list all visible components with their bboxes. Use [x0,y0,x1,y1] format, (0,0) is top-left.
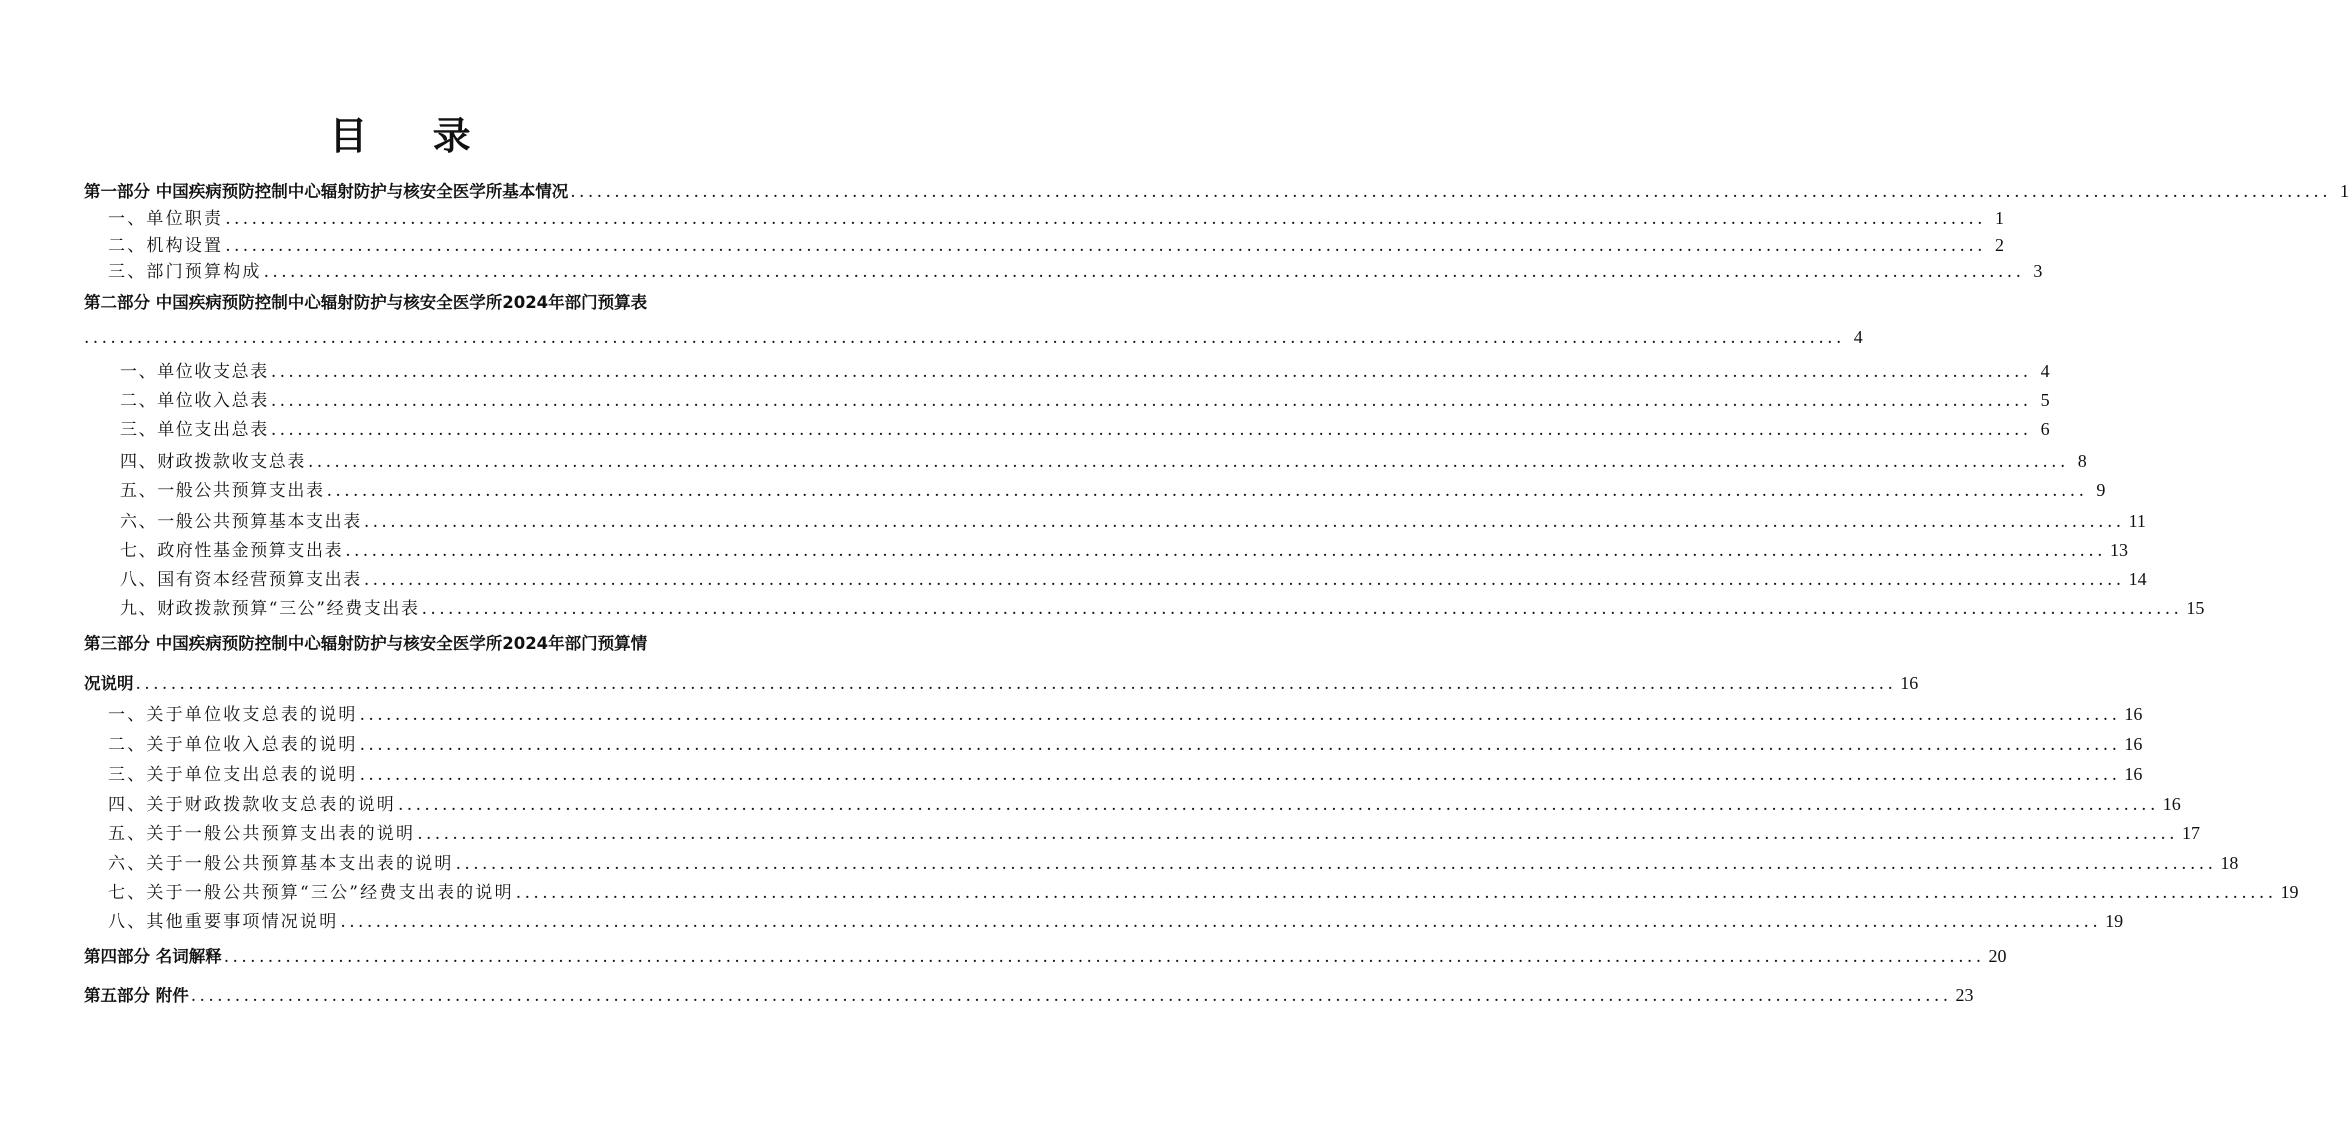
toc-entry[interactable] [120,450,2087,473]
toc-entry[interactable] [108,234,2004,257]
dot-leader: ........................................................................................................................................................................................................ [223,947,1985,967]
dot-leader: ........................................................................................................................................................................................................ [345,541,2106,561]
toc-entry-label: 七、关于一般公共预算“三公”经费支出表的说明 [108,883,514,903]
toc-entry-part-3-heading[interactable]: 第三部分 中国疾病预防控制中心辐射防护与核安全医学所2024年部门预算情 [84,634,648,653]
toc-page-number: 23 [1955,985,1974,1005]
dot-leader: ........................................................................................................................................................................................................ [359,765,2121,785]
toc-page-number: 17 [2181,823,2200,843]
dot-leader: ........................................................................................................................................................................................................ [326,481,2088,501]
toc-entry-part-4[interactable] [84,945,2007,968]
toc-entry-label: 八、国有资本经营预算支出表 [120,570,362,590]
toc-entry-label: 二、关于单位收入总表的说明 [108,735,358,755]
dot-leader: ........................................................................................................................................................................................................ [421,599,2183,619]
dot-leader: ........................................................................................................................................................................................................ [417,824,2178,844]
dot-leader: ........................................................................................................................................................................................................ [135,674,1897,694]
toc-entry[interactable] [120,510,2146,533]
dot-leader: ........................................................................................................................................................................................................ [363,512,2125,532]
toc-entry[interactable] [120,360,2050,383]
dot-leader: ........................................................................................................................................................................................................ [270,362,2032,382]
toc-page-number: 4 [2040,361,2050,381]
dot-leader: ........................................................................................................................................................................................................ [359,735,2121,755]
toc-entry-label: 七、政府性基金预算支出表 [120,541,344,561]
toc-entry-label: 第五部分 附件 [84,986,189,1005]
toc-page-number: 19 [2105,911,2124,931]
toc-entry[interactable] [108,763,2143,786]
toc-entry-label: 一、单位收支总表 [120,362,269,382]
toc-page-number: 15 [2186,598,2205,618]
toc-entry-label: 四、财政拨款收支总表 [120,452,306,472]
toc-entry[interactable] [120,539,2128,562]
toc-entry-label: 三、单位支出总表 [120,420,269,440]
toc-entry-label: 三、部门预算构成 [108,262,262,282]
toc-entry-label: 五、关于一般公共预算支出表的说明 [108,824,416,844]
toc-entry-part-2-heading[interactable]: 第二部分 中国疾病预防控制中心辐射防护与核安全医学所2024年部门预算表 [84,293,648,312]
toc-page-number: 13 [2109,540,2128,560]
toc-entry[interactable] [108,260,2043,283]
toc-entry-label: 第一部分 中国疾病预防控制中心辐射防护与核安全医学所基本情况 [84,182,569,201]
toc-entry-label: 五、一般公共预算支出表 [120,481,325,501]
toc-page-number: 4 [1853,327,1863,347]
dot-leader: ........................................................................................................................................................................................................ [363,570,2125,590]
toc-page-number: 18 [2220,853,2239,873]
toc-entry[interactable] [120,568,2147,591]
toc-entry[interactable] [120,597,2205,620]
toc-entry[interactable] [120,418,2050,441]
toc-page-number: 16 [2124,704,2143,724]
toc-page-number: 8 [2077,451,2087,471]
toc-entry[interactable] [108,822,2200,845]
toc-page-number: 16 [1900,673,1919,693]
toc-page-number: 11 [2128,511,2146,531]
toc-entry-label: 第四部分 名词解释 [84,947,222,966]
toc-page-number: 14 [2128,569,2147,589]
toc-page-number: 2 [1994,235,2004,255]
toc-entry-label: 九、财政拨款预算“三公”经费支出表 [120,599,420,619]
toc-entry-label: 八、其他重要事项情况说明 [108,912,339,932]
dot-leader: ........................................................................................................................................................................................................ [570,182,2332,202]
toc-entry-label: 一、单位职责 [108,209,224,229]
dot-leader: ........................................................................................................................................................................................................ [263,262,2025,282]
dot-leader: ........................................................................................................................................................................................................ [225,236,1986,256]
dot-leader: ........................................................................................................................................................................................................ [340,912,2102,932]
toc-entry[interactable] [108,852,2239,875]
toc-page-number: 9 [2096,480,2106,500]
toc-entry[interactable] [108,207,2004,230]
toc-page-number: 16 [2162,794,2181,814]
toc-entry-label: 六、关于一般公共预算基本支出表的说明 [108,854,454,874]
toc-entry[interactable] [108,703,2143,726]
dot-leader: ........................................................................................................................................................................................................ [359,705,2121,725]
dot-leader: ........................................................................................................................................................................................................ [398,795,2159,815]
toc-entry-label: 三、关于单位支出总表的说明 [108,765,358,785]
toc-page-number: 20 [1988,946,2007,966]
toc-entry-part-2[interactable] [84,326,1863,349]
toc-entry-label: 六、一般公共预算基本支出表 [120,512,362,532]
dot-leader: ........................................................................................................................................................................................................ [308,452,2069,472]
toc-entry-label: 况说明 [84,674,134,693]
toc-page-number: 19 [2280,882,2299,902]
toc-entry-label: 二、机构设置 [108,236,224,256]
toc-entry-part-5[interactable] [84,984,1974,1007]
dot-leader: ........................................................................................................................................................................................................ [270,391,2032,411]
toc-entry[interactable] [108,910,2124,933]
toc-page-number: 6 [2040,419,2050,439]
dot-leader: ........................................................................................................................................................................................................ [190,986,1952,1006]
dot-leader: ........................................................................................................................................................................................................ [515,883,2277,903]
page-title: 目 录 [329,113,497,158]
toc-page-number: 1 [2340,181,2349,201]
toc-entry-label: 二、单位收入总表 [120,391,269,411]
toc-page-number: 16 [2124,764,2143,784]
toc-entry[interactable] [108,881,2299,904]
dot-leader: ........................................................................................................................................................................................................ [84,328,1845,348]
toc-entry[interactable] [108,793,2181,816]
toc-page-number: 3 [2033,261,2043,281]
dot-leader: ........................................................................................................................................................................................................ [270,420,2032,440]
toc-entry-part-1[interactable] [84,180,2349,203]
dot-leader: ........................................................................................................................................................................................................ [455,854,2217,874]
toc-page-number: 1 [1994,208,2004,228]
toc-entry-part-3[interactable] [84,672,1919,695]
toc-entry-label: 一、关于单位收支总表的说明 [108,705,358,725]
toc-page-number: 16 [2124,734,2143,754]
toc-entry-label: 四、关于财政拨款收支总表的说明 [108,795,396,815]
toc-entry[interactable] [108,733,2143,756]
toc-entry[interactable] [120,389,2050,412]
toc-page-number: 5 [2040,390,2050,410]
toc-entry[interactable] [120,479,2106,502]
dot-leader: ........................................................................................................................................................................................................ [225,209,1986,229]
